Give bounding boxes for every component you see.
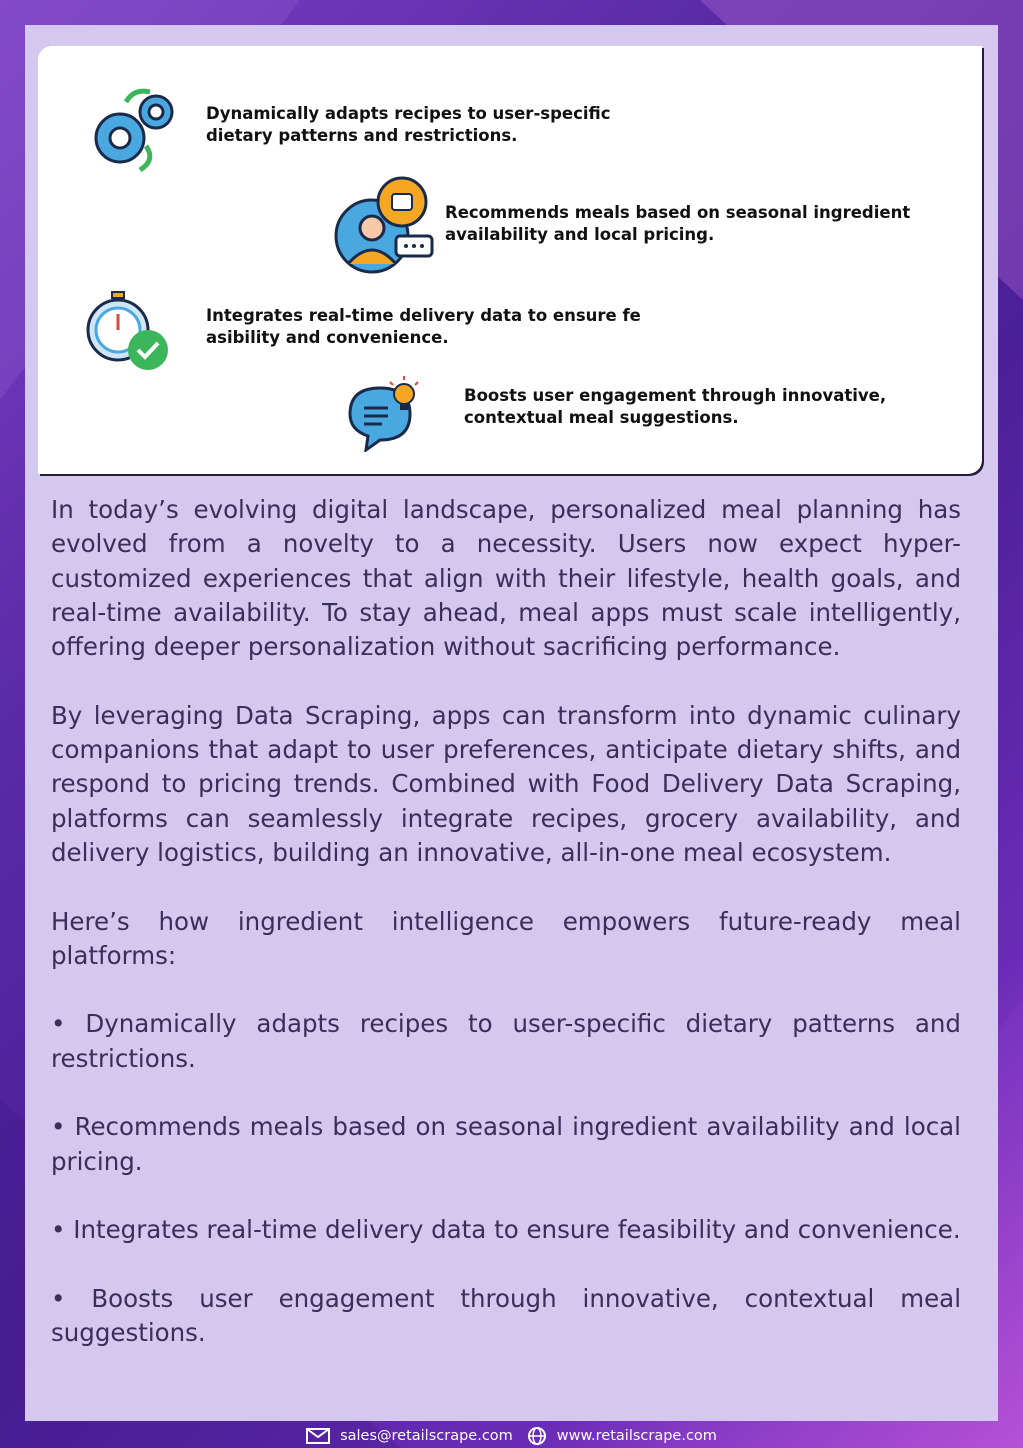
feature-1-text: Dynamically adapts recipes to user-specific dietary patterns and restrictions. (206, 104, 611, 145)
stopwatch-check-icon (84, 290, 174, 374)
paragraph-intro: In today’s evolving digital landscape, personalized meal planning has evolved from a novelty to a necessity. Users now expect hyper-customized experiences that align with their lifestyle, health goals, and real-time availability. To stay ahead, meal apps must scale intelligently, offering deeper personalization without sacrificing performance. (51, 495, 961, 662)
bullet-item: • Dynamically adapts recipes to user-specific dietary patterns and restrictions. (51, 1009, 961, 1073)
user-thumbs-up-icon (332, 176, 436, 276)
footer-email-link[interactable]: sales@retailscrape.com (340, 1428, 513, 1444)
feature-2-text: Recommends meals based on seasonal ingredient availability and local pricing. (445, 203, 911, 244)
gears-icon (86, 84, 184, 176)
paragraph-lead-in: Here’s how ingredient intelligence empowers future-ready meal platforms: (51, 906, 961, 970)
bullet-item: • Boosts user engagement through innovative, contextual meal suggestions. (51, 1283, 961, 1348)
paragraph-data-scraping: By leveraging Data Scraping, apps can transform into dynamic culinary companions that adapt to user preferences, anticipate dietary shifts, and respond to pricing trends. Combined with Food Delivery Data Scraping, platforms can seamlessly integrate recipes, grocery availability, and delivery logistics, building an innovative, all-in-one meal ecosystem. (51, 700, 961, 867)
features-infographic (38, 46, 982, 474)
chat-lightbulb-icon (344, 374, 424, 452)
article-body (51, 493, 961, 1385)
bullet-item: • Integrates real-time delivery data to ensure feasibility and convenience. (51, 1215, 961, 1245)
footer (0, 1424, 1023, 1448)
globe-icon (527, 1426, 547, 1446)
feature-4-text: Boosts user engagement through innovative, contextual meal suggestions. (464, 386, 887, 427)
feature-3-text: Integrates real-time delivery data to ensure fe asibility and convenience. (206, 306, 641, 347)
footer-website-link[interactable]: www.retailscrape.com (556, 1428, 717, 1444)
bullet-item: • Recommends meals based on seasonal ingredient availability and local pricing. (51, 1112, 961, 1176)
envelope-icon (306, 1428, 330, 1444)
